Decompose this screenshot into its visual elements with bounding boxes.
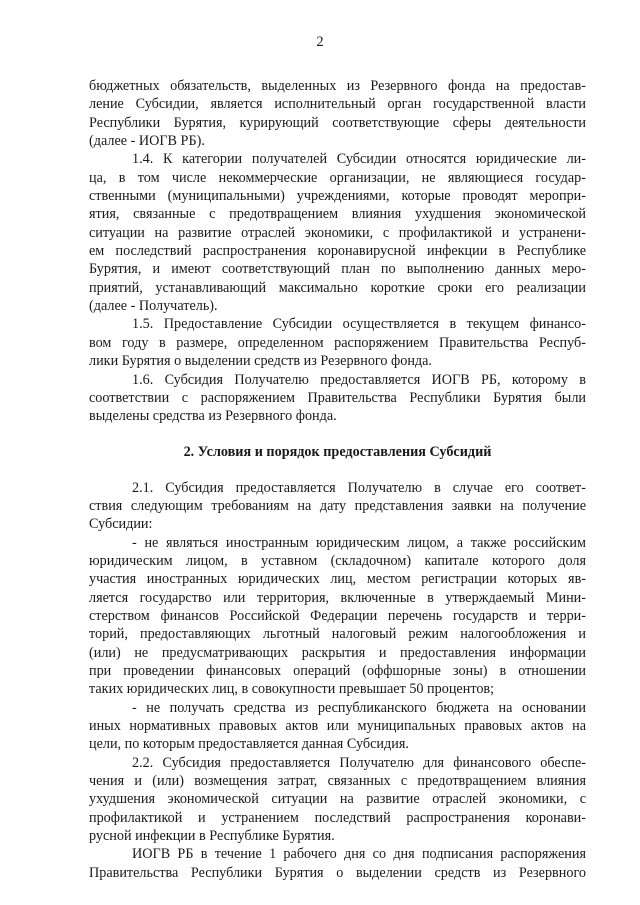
text-line: 1.5. Предоставление Субсидии осуществляется в текущем финансо- xyxy=(132,316,586,333)
text-line: ственными (муниципальными) учреждениями, которые проводят меропри- xyxy=(89,188,586,205)
text-line: выделены средства из Резервного фонда. xyxy=(89,408,337,425)
text-line: ца, в том числе некоммерческие организации, не являющиеся государ- xyxy=(89,169,586,186)
text-line: - не являться иностранным юридическим лицом, а также российским xyxy=(132,534,586,551)
text-block-section-1 xyxy=(89,77,586,426)
text-line: цели, по которым предоставляется данная Субсидия. xyxy=(89,736,409,753)
text-line: стерством финансов Российской Федерации перечень государств и терри- xyxy=(89,607,586,624)
text-line: русной инфекции в Республике Бурятия. xyxy=(89,828,335,845)
text-line: ситуации на развитие отраслей экономики, с профилактикой и устранени- xyxy=(89,224,586,241)
text-line: (далее - ИОГВ РБ). xyxy=(89,133,205,150)
text-line: таких юридических лиц, в совокупности превышает 50 процентов; xyxy=(89,681,495,698)
text-line: 2.1. Субсидия предоставляется Получателю в случае его соответ- xyxy=(132,479,586,496)
text-line: 2.2. Субсидия предоставляется Получателю для финансового обеспе- xyxy=(132,754,586,771)
text-line: торий, предоставляющих льготный налоговый режим налогообложения и xyxy=(89,626,586,643)
text-block-section-2 xyxy=(89,479,586,883)
text-line: бюджетных обязательств, выделенных из Резервного фонда на предостав- xyxy=(89,78,586,94)
text-line: лики Бурятия о выделении средств из Резервного фонда. xyxy=(89,353,432,370)
text-line: юридическим лицом, в уставном (складочном) капитале которого доля xyxy=(89,552,586,569)
text-line: иных нормативных правовых актов или муниципальных правовых актов на xyxy=(89,718,586,734)
text-line: ляется государство или территория, включенные в утверждаемый Мини- xyxy=(89,589,586,606)
text-line: вом году в размере, определенном распоряжением Правительства Респуб- xyxy=(89,334,586,351)
text-line: приятий, устанавливающий максимально короткие сроки его реализации xyxy=(89,279,586,296)
page-number: 2 xyxy=(316,34,324,50)
text-line: - не получать средства из республиканского бюджета на основании xyxy=(132,699,586,716)
text-line: ление Субсидии, является исполнительный орган государственной власти xyxy=(89,96,586,113)
text-line: соответствии с распоряжением Правительства Республики Бурятия были xyxy=(89,389,586,406)
text-line: ем последствий распространения коронавирусной инфекции в Республике xyxy=(89,243,586,260)
text-line: (далее - Получатель). xyxy=(89,298,218,315)
text-line: 1.6. Субсидия Получателю предоставляется ИОГВ РБ, которому в xyxy=(132,371,586,388)
text-line: Субсидии: xyxy=(89,516,153,533)
text-line: участия иностранных юридических лиц, местом регистрации которых яв- xyxy=(89,571,586,588)
text-line: (или) не предусматривающих раскрытия и предоставления информации xyxy=(89,644,586,661)
text-line: чения и (или) возмещения затрат, связанных с предотвращением влияния xyxy=(89,773,586,790)
text-line: Бурятия, и имеют соответствующий план по выполнению данных меро- xyxy=(89,261,586,278)
text-line: при проведении финансовых операций (оффшорные зоны) в отношении xyxy=(89,662,586,679)
text-line: 1.4. К категории получателей Субсидии относятся юридические ли- xyxy=(132,151,586,168)
section-heading: 2. Условия и порядок предоставления Субсидий xyxy=(183,443,492,460)
document-body xyxy=(89,77,586,882)
text-line: ухудшения экономической ситуации на развитие отраслей экономики, с xyxy=(89,791,586,808)
text-line: ятия, связанные с предотвращением влияния ухудшения экономической xyxy=(89,206,586,223)
text-line: Правительства Республики Бурятия о выделении средств из Резервного xyxy=(89,864,586,881)
text-line: Республики Бурятия, курирующий соответствующие сферы деятельности xyxy=(89,114,586,131)
text-line: профилактикой и устранением последствий распространения коронави- xyxy=(89,809,586,826)
text-line: ИОГВ РБ в течение 1 рабочего дня со дня подписания распоряжения xyxy=(132,846,586,863)
text-line: ствия следующим требованиям на дату представления заявки на получение xyxy=(89,497,586,514)
